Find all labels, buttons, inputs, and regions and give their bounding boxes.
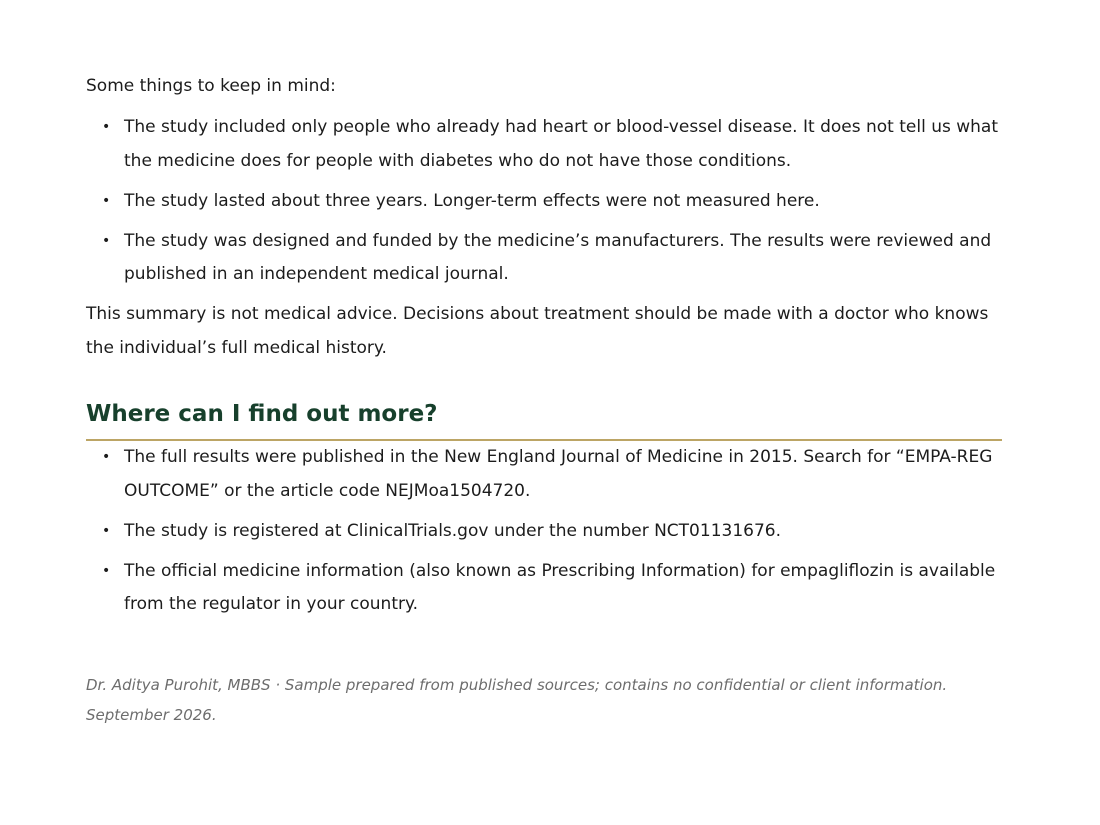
list-item	[86, 225, 1002, 292]
list-item-text: The full results were published in the New England Journal of Medicine in 2015. Search for “EMPA-REG OUTCOME” or the article code NEJMoa1504720.	[124, 447, 993, 501]
bullet-icon: •	[102, 562, 111, 579]
list-item-text: The study is registered at ClinicalTrials.gov under the number NCT01131676.	[124, 520, 781, 541]
section-heading: Where can I find out more?	[86, 399, 1002, 441]
list-item	[86, 555, 1002, 622]
bullet-icon: •	[102, 522, 111, 539]
keep-in-mind-list	[86, 111, 1002, 292]
list-item	[86, 111, 1002, 178]
bullet-icon: •	[102, 449, 111, 465]
list-item-text: The study lasted about three years. Longer-term effects were not measured here.	[124, 190, 820, 211]
more-info-list	[86, 441, 1002, 622]
list-item	[86, 441, 1002, 508]
list-item	[86, 515, 1002, 549]
footer-attribution: Dr. Aditya Purohit, MBBS · Sample prepared from published sources; contains no confidential or client information. September 2026.	[86, 675, 948, 724]
bullet-icon: •	[102, 192, 111, 209]
document-page	[86, 70, 1002, 730]
list-item	[86, 185, 1002, 219]
intro-text: Some things to keep in mind:	[86, 76, 336, 96]
disclaimer-text: This summary is not medical advice. Decisions about treatment should be made with a doctor who knows the individual’s full medical history.	[86, 304, 989, 358]
list-item-text: The study included only people who already had heart or blood-vessel disease. It does not tell us what the medicine does for people with diabetes who do not have those conditions.	[124, 117, 998, 171]
list-item-text: The study was designed and funded by the medicine’s manufacturers. The results were reviewed and published in an independent medical journal.	[124, 230, 992, 284]
bullet-icon: •	[102, 119, 111, 135]
list-item-text: The official medicine information (also known as Prescribing Information) for empagliflozin is available from the regulator in your country.	[124, 560, 996, 614]
bullet-icon: •	[102, 232, 111, 249]
